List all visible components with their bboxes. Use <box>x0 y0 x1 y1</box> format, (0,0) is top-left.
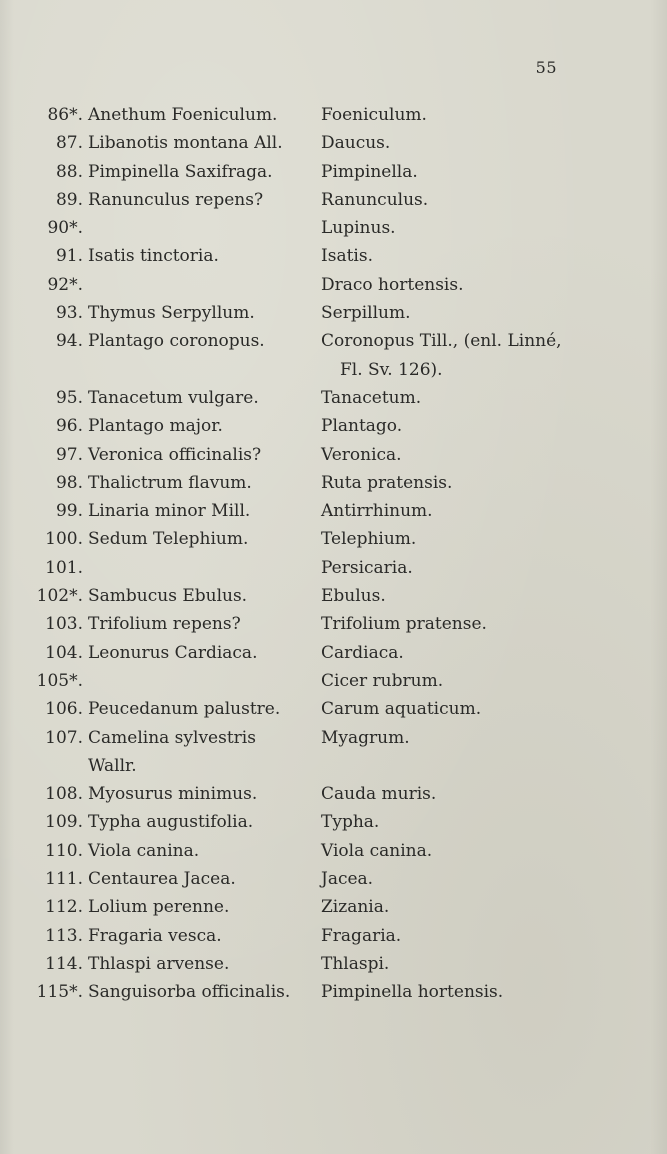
entry-number: 93. <box>55 303 83 324</box>
entry-number: 98. <box>55 472 83 493</box>
entry-number: 92*. <box>47 274 83 295</box>
table-row <box>0 610 667 638</box>
old-name: Ebulus. <box>321 586 386 607</box>
table-row <box>0 299 667 327</box>
modern-name: Pimpinella Saxifraga. <box>88 161 273 182</box>
entry-number: 103. <box>45 614 83 635</box>
modern-name: Fragaria vesca. <box>88 925 222 946</box>
entry-number: 97. <box>55 444 83 465</box>
modern-name: Veronica officinalis? <box>88 444 262 465</box>
entry-number: 88. <box>55 161 83 182</box>
old-name: Veronica. <box>321 444 402 465</box>
modern-name: Thymus Serpyllum. <box>88 303 255 324</box>
table-row <box>0 639 667 667</box>
entry-number: 108. <box>45 784 83 805</box>
table-row <box>0 525 667 553</box>
table-row <box>0 780 667 808</box>
table-row <box>0 837 667 865</box>
modern-name: Peucedanum palustre. <box>88 699 281 720</box>
modern-name: Centaurea Jacea. <box>88 869 236 890</box>
entry-number: 86*. <box>47 105 83 125</box>
table-row <box>0 186 667 214</box>
old-name: Draco hortensis. <box>321 274 464 295</box>
table-row <box>0 922 667 950</box>
entry-number: 114. <box>45 953 83 974</box>
page-number: 55 <box>535 58 557 77</box>
entry-number: 101. <box>45 557 83 578</box>
entry-number: 111. <box>45 869 83 890</box>
table-row <box>0 497 667 525</box>
modern-name: Tanacetum vulgare. <box>88 387 259 408</box>
old-name: Plantago. <box>321 416 403 437</box>
modern-name <box>84 724 318 781</box>
table-row <box>0 101 667 129</box>
old-name: Cauda muris. <box>321 784 437 805</box>
old-name: Cicer rubrum. <box>321 670 444 691</box>
table-row <box>0 469 667 497</box>
modern-name: Sambucus Ebulus. <box>88 586 248 607</box>
entry-number: 109. <box>45 812 83 833</box>
entry-number: 100. <box>45 529 83 550</box>
entry-number: 89. <box>55 189 83 210</box>
entry-number: 112. <box>45 897 83 918</box>
entry-number: 102*. <box>36 586 83 607</box>
old-name: Pimpinella. <box>321 161 418 182</box>
old-name: Foeniculum. <box>321 105 427 125</box>
modern-name: Anethum Foeniculum. <box>88 105 278 125</box>
old-name: Telephium. <box>321 529 417 550</box>
old-name: Persicaria. <box>321 557 413 578</box>
old-name: Tanacetum. <box>321 387 422 408</box>
table-row <box>0 214 667 242</box>
table-row <box>0 865 667 893</box>
entry-number: 104. <box>45 642 83 663</box>
table-row <box>0 978 667 1006</box>
modern-name: Libanotis montana All. <box>88 133 283 154</box>
old-name: Isatis. <box>321 246 373 267</box>
modern-name: Lolium perenne. <box>88 897 230 918</box>
modern-name: Linaria minor Mill. <box>88 501 251 522</box>
entry-number: 95. <box>55 387 83 408</box>
entry-number: 113. <box>45 925 83 946</box>
old-name: Carum aquaticum. <box>321 699 482 720</box>
modern-name: Sanguisorba officinalis. <box>88 982 291 1003</box>
entry-number: 94. <box>55 331 83 352</box>
entry-number: 90*. <box>47 218 83 239</box>
modern-name: Thlaspi arvense. <box>88 953 230 974</box>
table-row <box>0 695 667 723</box>
modern-name: Plantago major. <box>88 416 223 437</box>
table-row <box>0 327 667 384</box>
old-name: Ranunculus. <box>321 189 429 210</box>
table-row <box>0 554 667 582</box>
modern-name: Sedum Telephium. <box>88 529 249 550</box>
table-row <box>0 724 667 781</box>
old-name: Jacea. <box>321 869 374 890</box>
entry-number: 91. <box>55 246 83 267</box>
table-row <box>0 242 667 270</box>
modern-name: Ranunculus repens? <box>88 189 264 210</box>
old-name: Typha. <box>321 812 380 833</box>
modern-name: Typha augustifolia. <box>88 812 254 833</box>
old-name: Daucus. <box>321 133 391 154</box>
modern-name: Trifolium repens? <box>88 614 241 635</box>
table-row <box>0 667 667 695</box>
entry-number: 99. <box>55 501 83 522</box>
entry-number: 107. <box>45 727 83 748</box>
old-name: Zizania. <box>321 897 390 918</box>
modern-name: Myosurus minimus. <box>88 784 258 805</box>
table-row <box>0 384 667 412</box>
table-row <box>0 412 667 440</box>
modern-name: Thalictrum flavum. <box>88 472 252 493</box>
old-name: Myagrum. <box>321 727 410 748</box>
table-row <box>0 950 667 978</box>
modern-name-line-2: Wallr. <box>88 755 137 776</box>
table-row <box>0 893 667 921</box>
entry-number: 96. <box>55 416 83 437</box>
old-name: Lupinus. <box>321 218 396 239</box>
old-name: Trifolium pratense. <box>321 614 487 635</box>
entry-number: 106. <box>45 699 83 720</box>
old-name: Pimpinella hortensis. <box>321 982 504 1003</box>
entry-number: 87. <box>55 133 83 154</box>
modern-name-line-1: Camelina sylvestris <box>88 727 256 748</box>
modern-name: Plantago coronopus. <box>88 331 265 352</box>
plant-name-table <box>0 101 667 1007</box>
old-name-line-1: Coronopus Till., (enl. Linné, <box>321 331 562 352</box>
table-row <box>0 271 667 299</box>
old-name: Thlaspi. <box>321 953 390 974</box>
old-name: Serpillum. <box>321 303 411 324</box>
table-row <box>0 582 667 610</box>
table-row <box>0 441 667 469</box>
old-name-line-2: Fl. Sv. 126). <box>340 359 443 380</box>
table-row <box>0 808 667 836</box>
old-name: Cardiaca. <box>321 642 404 663</box>
entry-number: 105*. <box>36 670 83 691</box>
modern-name: Viola canina. <box>88 840 200 861</box>
modern-name: Leonurus Cardiaca. <box>88 642 258 663</box>
modern-name: Isatis tinctoria. <box>88 246 219 267</box>
old-name <box>318 327 658 384</box>
entry-number: 110. <box>45 840 83 861</box>
entry-number: 115*. <box>36 982 83 1003</box>
table-row <box>0 158 667 186</box>
table-row <box>0 129 667 157</box>
old-name: Viola canina. <box>321 840 433 861</box>
old-name: Antirrhinum. <box>321 501 433 522</box>
old-name: Fragaria. <box>321 925 402 946</box>
old-name: Ruta pratensis. <box>321 472 453 493</box>
